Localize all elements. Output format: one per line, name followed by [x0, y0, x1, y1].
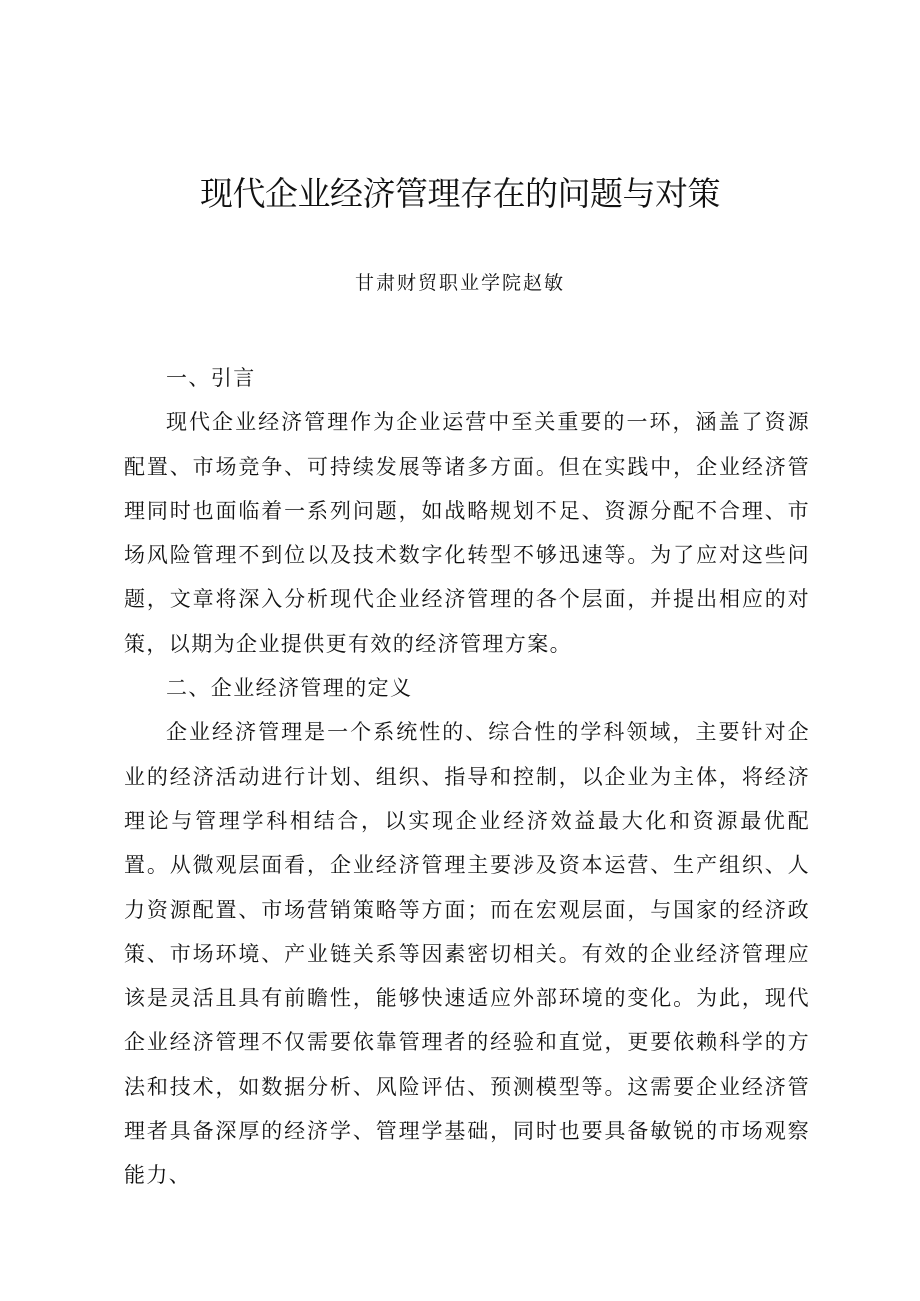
section-heading-introduction: 一、引言: [166, 366, 256, 390]
section-paragraph-introduction: 现代企业经济管理作为企业运营中至关重要的一环，涵盖了资源配置、市场竞争、可持续发展等诸多方面。但在实践中，企业经济管理同时也面临着一系列问题，如战略规划不足、资源分配不合理、市场风险管理不到位以及技术数字化转型不够迅速等。为了应对这些问题，文章将深入分析现代企业经济管理的各个层面，并提出相应的对策，以期为企业提供更有效的经济管理方案。: [124, 410, 810, 656]
author-line: 甘肃财贸职业学院赵敏: [354, 272, 565, 294]
section-paragraph-definition: 企业经济管理是一个系统性的、综合性的学科领域，主要针对企业的经济活动进行计划、组织、指导和控制，以企业为主体，将经济理论与管理学科相结合，以实现企业经济效益最大化和资源最优配置。从微观层面看，企业经济管理主要涉及资本运营、生产组织、人力资源配置、市场营销策略等方面；而在宏观层面，与国家的经济政策、市场环境、产业链关系等因素密切相关。有效的企业经济管理应该是灵活且具有前瞻性，能够快速适应外部环境的变化。为此，现代企业经济管理不仅需要依靠管理者的经验和直觉，更要依赖科学的方法和技术，如数据分析、风险评估、预测模型等。这需要企业经济管理者具备深厚的经济学、管理学基础，同时也要具备敏锐的市场观察能力、: [124, 720, 810, 1188]
document-body: [124, 356, 810, 1198]
document-title: 现代企业经济管理存在的问题与对策: [200, 174, 720, 213]
section-heading-definition: 二、企业经济管理的定义: [166, 676, 413, 701]
